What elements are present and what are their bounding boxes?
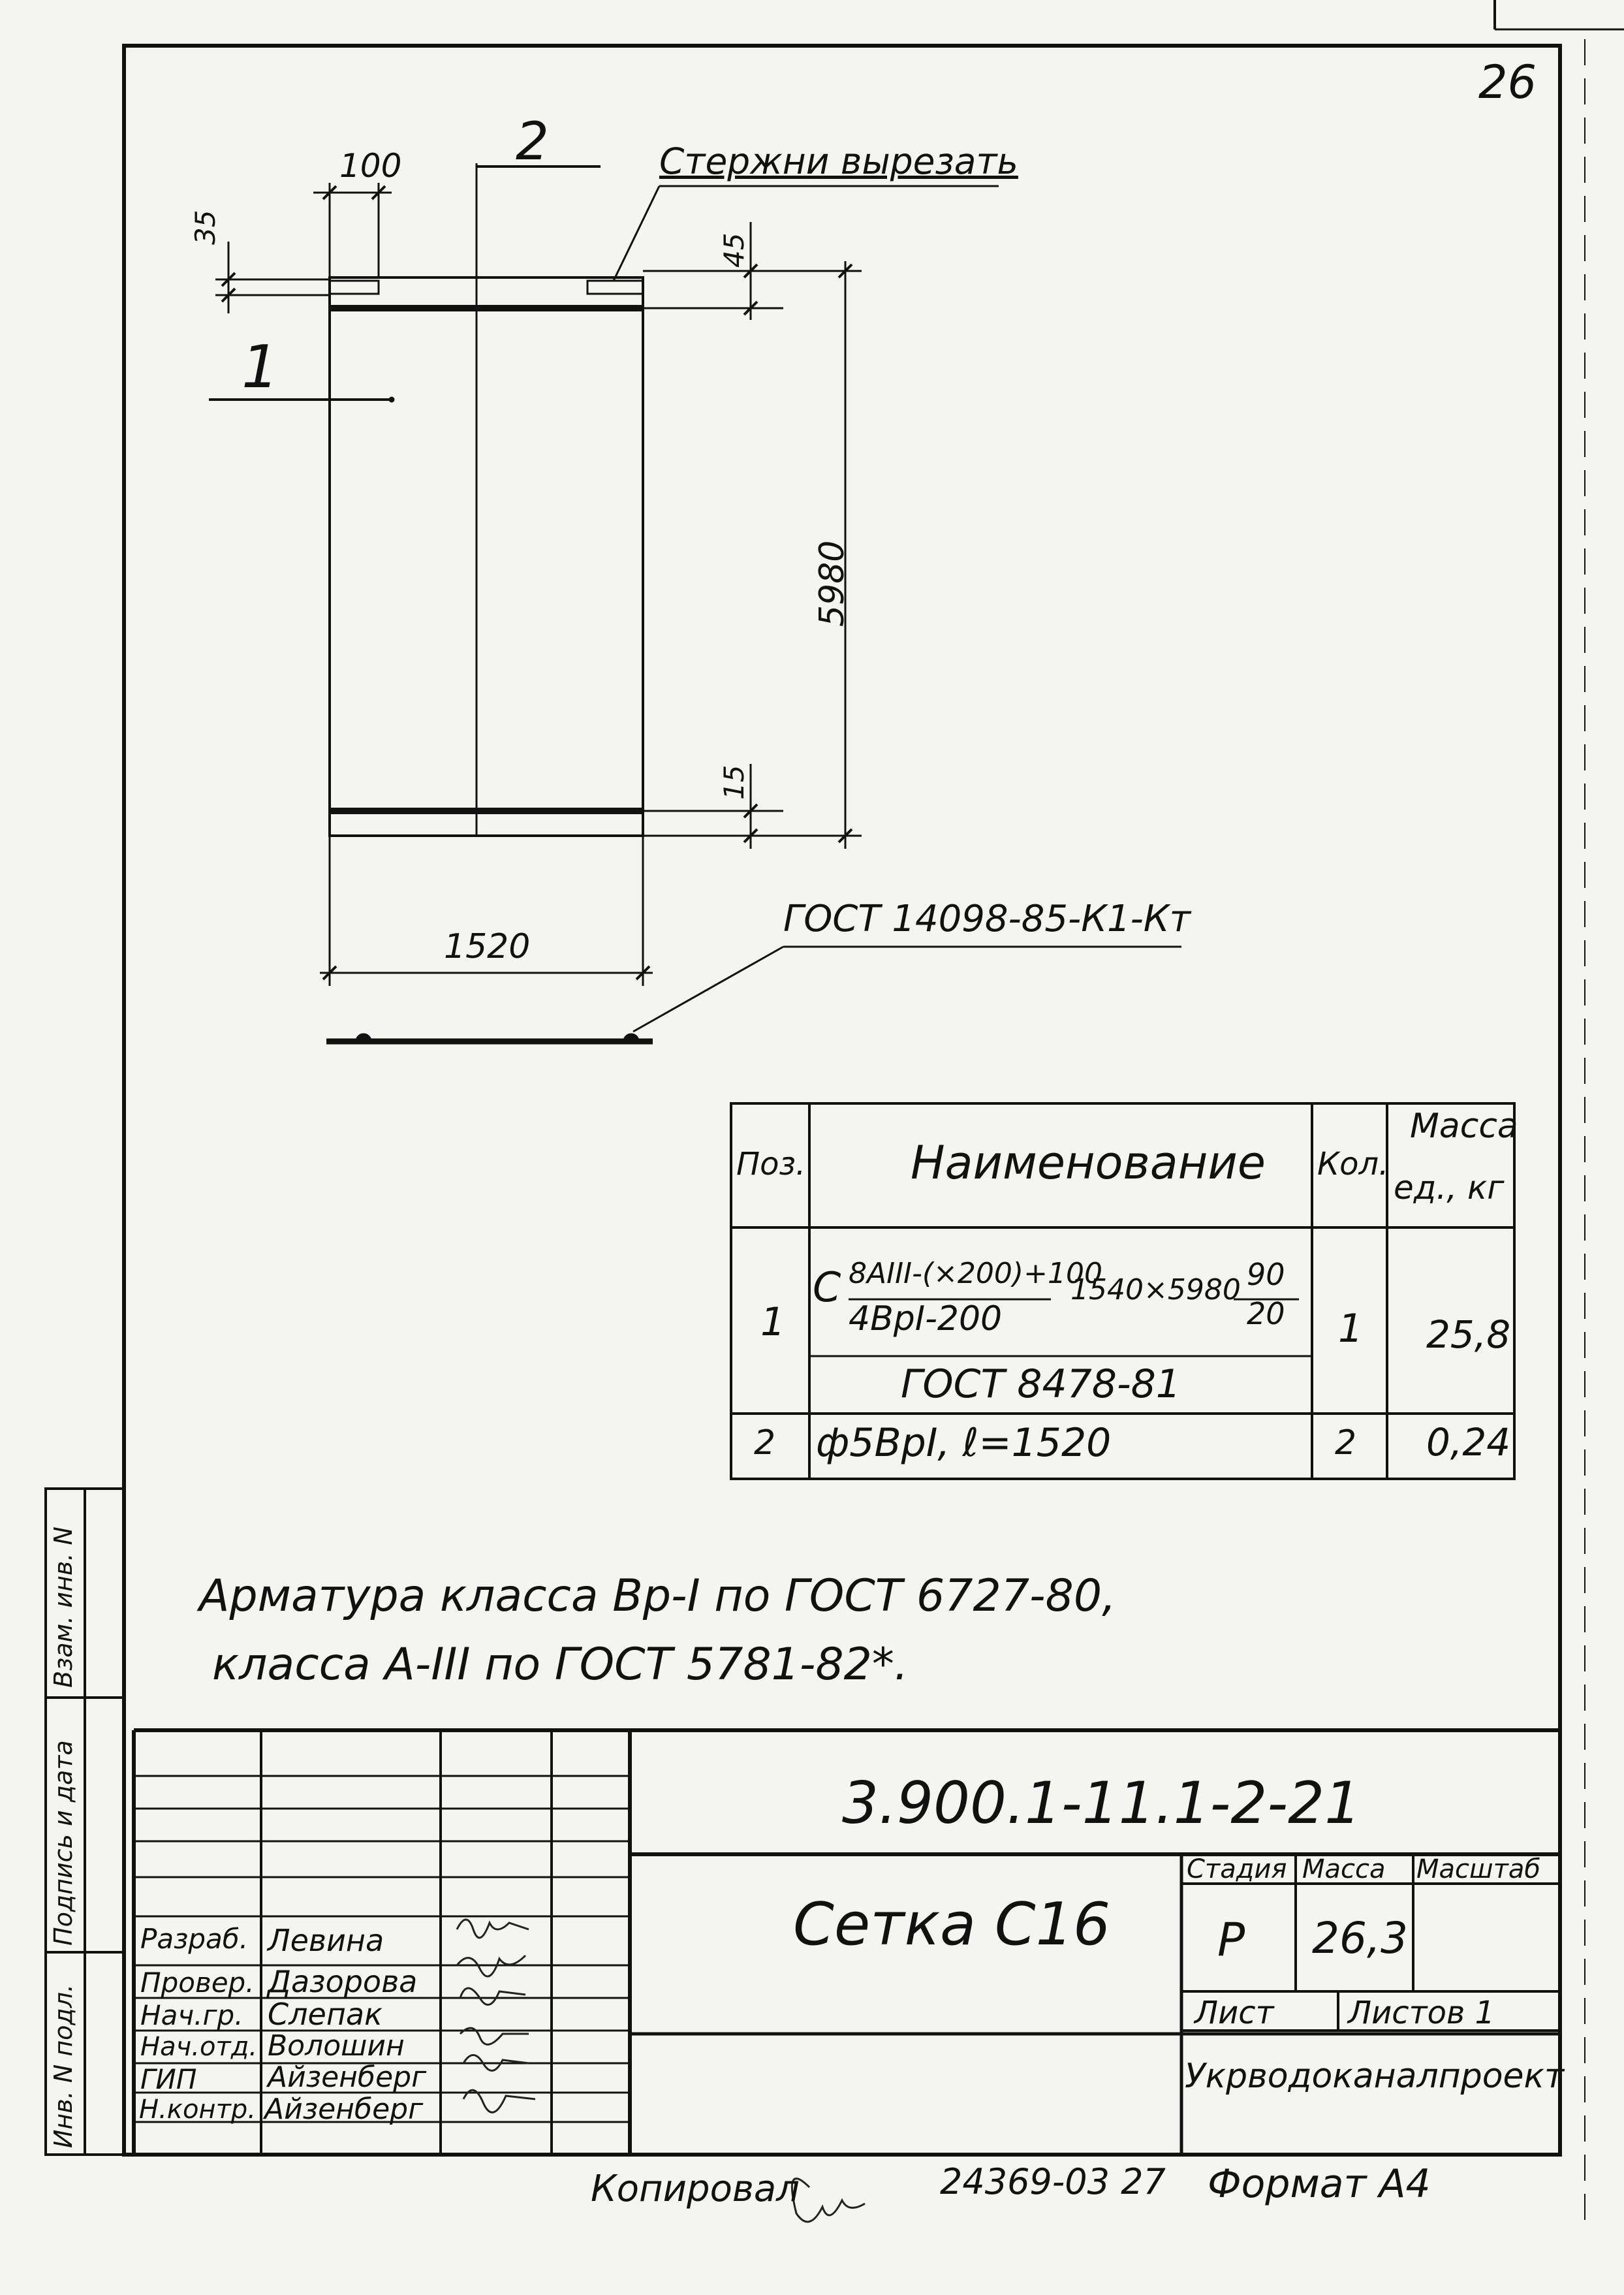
callout-1: 1 bbox=[242, 333, 279, 402]
stage-label: Стадия bbox=[1187, 1854, 1287, 1884]
doc-title: Сетка С16 bbox=[793, 1890, 1111, 1959]
footer-order: 24369-03 27 bbox=[940, 2161, 1166, 2202]
row2-pos: 2 bbox=[754, 1423, 776, 1463]
cut-notch-right bbox=[587, 281, 643, 294]
sheet-number: 26 bbox=[1478, 55, 1537, 109]
row1-qty: 1 bbox=[1338, 1306, 1364, 1352]
row1-frac-bottom: 20 bbox=[1247, 1296, 1285, 1331]
doc-code: 3.900.1-11.1-2-21 bbox=[842, 1769, 1362, 1837]
row2-name: ф5ВрI, ℓ=1520 bbox=[816, 1420, 1112, 1466]
scale-label: Масштаб bbox=[1416, 1854, 1541, 1884]
role-4: ГИП bbox=[140, 2063, 197, 2095]
role-3: Нач.отд. bbox=[140, 2032, 258, 2062]
dim-45: 45 bbox=[718, 232, 750, 268]
side-inv-replace: Взам. инв. N bbox=[49, 1527, 78, 1688]
row1-size: 1540×5980 bbox=[1070, 1273, 1241, 1306]
role-0: Разраб. bbox=[140, 1923, 249, 1955]
role-2: Нач.гр. bbox=[140, 1999, 243, 2031]
dim-35: 35 bbox=[189, 210, 221, 245]
header-mass-2: ед., кг bbox=[1394, 1169, 1505, 1207]
name-4: Айзенберг bbox=[268, 2061, 427, 2094]
row1-pos: 1 bbox=[760, 1299, 786, 1345]
row1-standard: ГОСТ 8478-81 bbox=[901, 1361, 1181, 1407]
role-1: Провер. bbox=[140, 1967, 255, 1999]
header-mass-1: Масса bbox=[1410, 1107, 1518, 1146]
mesh-sketch bbox=[209, 163, 643, 836]
cut-note: Стержни вырезать bbox=[659, 140, 1018, 182]
role-5: Н.контр. bbox=[139, 2095, 256, 2125]
header-pos: Поз. bbox=[736, 1146, 806, 1182]
dim-15: 15 bbox=[718, 765, 750, 800]
row2-mass: 0,24 bbox=[1426, 1420, 1511, 1464]
cut-notch-left bbox=[330, 281, 379, 294]
header-qty: Кол. bbox=[1317, 1146, 1389, 1182]
weld-note: ГОСТ 14098-85-К1-Кт bbox=[783, 898, 1191, 940]
dimension-lines bbox=[215, 183, 862, 986]
section-view bbox=[326, 1034, 653, 1041]
footer-format: Формат А4 bbox=[1208, 2161, 1431, 2207]
sheet-label: Лист bbox=[1195, 1995, 1274, 2031]
side-inv-orig: Инв. N подл. bbox=[49, 1984, 78, 2148]
sheets-label: Листов 1 bbox=[1348, 1995, 1495, 2031]
name-0: Левина bbox=[268, 1923, 384, 1958]
mass-value: 26,3 bbox=[1312, 1913, 1408, 1963]
row1-mass: 25,8 bbox=[1426, 1312, 1511, 1357]
dim-5980: 5980 bbox=[813, 540, 852, 627]
row1-frac-top: 90 bbox=[1247, 1257, 1285, 1292]
dim-100: 100 bbox=[339, 147, 402, 185]
mesh-outline bbox=[330, 277, 643, 836]
callout-2: 2 bbox=[516, 111, 549, 172]
note-line-1: Арматура класса Вр-I по ГОСТ 6727-80, bbox=[199, 1570, 1116, 1622]
header-name: Наименование bbox=[911, 1136, 1266, 1190]
note-line-2: класса А-III по ГОСТ 5781-82*. bbox=[212, 1639, 909, 1690]
name-2: Слепак bbox=[268, 1997, 383, 2032]
row1-formula-c: С bbox=[813, 1263, 841, 1311]
name-1: Дазорова bbox=[268, 1964, 418, 1999]
name-3: Волошин bbox=[268, 2029, 405, 2063]
name-5: Айзенберг bbox=[264, 2093, 424, 2126]
stage-value: Р bbox=[1217, 1913, 1245, 1967]
dim-1520: 1520 bbox=[444, 927, 531, 966]
row2-qty: 2 bbox=[1335, 1423, 1357, 1463]
row1-formula-top: 8AIII-(×200)+100 bbox=[849, 1257, 1102, 1290]
sheet-frame bbox=[124, 0, 1624, 2220]
side-sign-date: Подпись и дата bbox=[49, 1740, 78, 1946]
footer-copied: Копировал bbox=[591, 2168, 800, 2210]
organization: Укрводоканалпроект bbox=[1185, 2057, 1565, 2096]
mass-label: Масса bbox=[1302, 1854, 1386, 1884]
row1-formula-bottom: 4BpI-200 bbox=[849, 1299, 1003, 1338]
